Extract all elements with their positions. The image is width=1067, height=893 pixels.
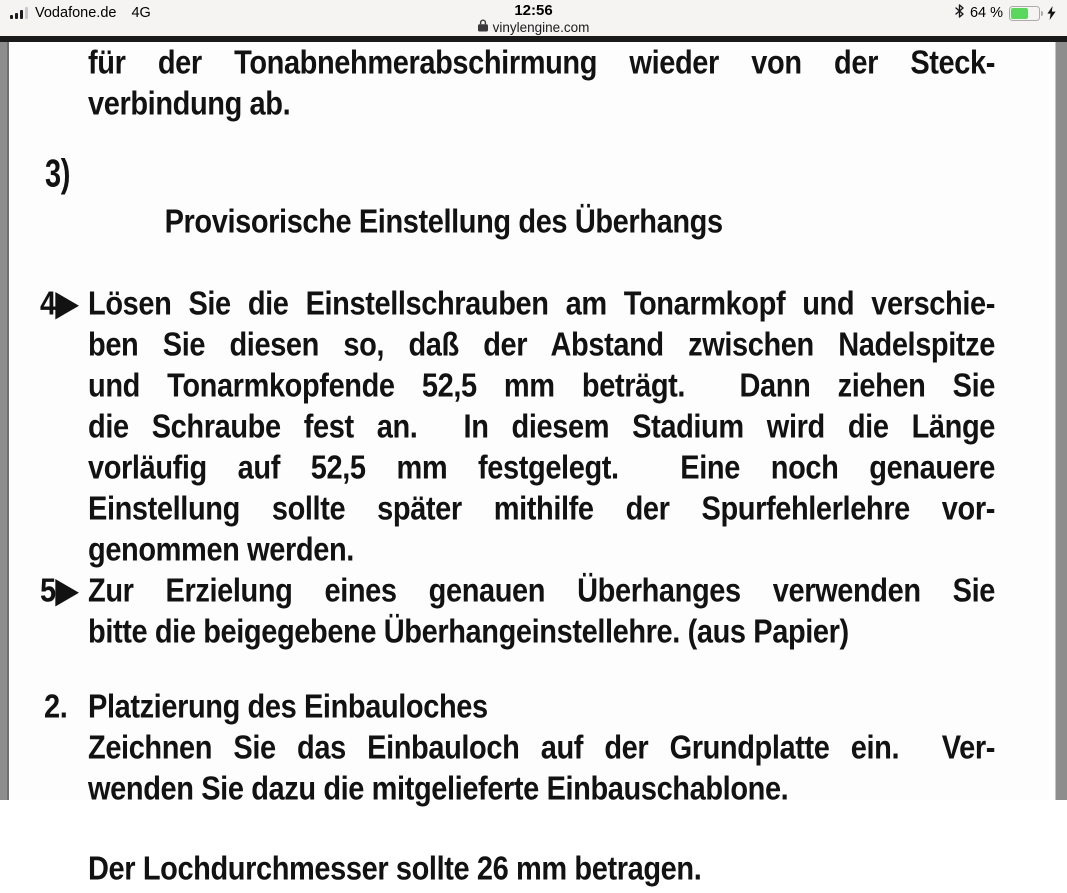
step-4-marker: 4▶ (40, 285, 78, 323)
doc-line: Einstellung sollte später mithilfe der Spurfehlerlehre vor- (88, 490, 995, 528)
section-3-number: 3) (45, 152, 70, 196)
section-3-heading (45, 152, 995, 284)
lock-icon (478, 19, 488, 35)
section-2-title: Platzierung des Einbauloches (88, 688, 488, 726)
heading-line (45, 151, 995, 294)
url-label: vinylengine.com (492, 19, 590, 35)
clock-label: 12:56 (514, 2, 553, 19)
doc-line: genommen werden. (88, 531, 354, 569)
doc-line: Der Lochdurchmesser sollte 26 mm betragen. (88, 850, 702, 888)
step-5-item (40, 571, 995, 653)
carrier-label: Vodafone.de (35, 5, 117, 21)
closing-paragraph (88, 849, 995, 890)
address-bar-collapsed[interactable] (0, 19, 1067, 35)
doc-line: wenden Sie dazu die mitgelieferte Einbauschablone. (88, 770, 789, 808)
doc-line: für der Tonabnehmerabschirmung wieder von der Steck- (88, 44, 995, 82)
status-bar (0, 0, 1067, 36)
doc-line: bitte die beigegebene Überhangeinstellehre. (aus Papier) (88, 613, 849, 651)
paragraph-intro (88, 43, 995, 125)
step-5-marker: 5▶ (40, 572, 78, 610)
status-center-group (0, 2, 1067, 35)
network-type-label: 4G (131, 5, 151, 21)
doc-line: ben Sie diesen so, daß der Abstand zwischen Nadelspitze (88, 326, 995, 364)
battery-percent-label: 64 % (969, 5, 1003, 21)
manual-page (7, 42, 1056, 888)
doc-line: die Schraube fest an. In diesem Stadium wird die Länge (88, 408, 995, 446)
doc-line: Zeichnen Sie das Einbauloch auf der Grundplatte ein. Ver- (88, 729, 995, 767)
bluetooth-icon (954, 4, 965, 23)
step-4-item (40, 284, 995, 571)
section-3-title: Provisorische Einstellung des Überhangs (164, 203, 723, 241)
charging-bolt-icon (1047, 6, 1056, 20)
doc-line: vorläufig auf 52,5 mm festgelegt. Eine noch genauere (88, 449, 995, 487)
battery-cap (1041, 11, 1043, 16)
doc-line: und Tonarmkopfende 52,5 mm beträgt. Dann ziehen Sie (88, 367, 995, 405)
doc-line: Lösen Sie die Einstellschrauben am Tonarmkopf und verschie- (88, 285, 995, 323)
document-scan-viewport[interactable] (0, 36, 1067, 888)
section-2-number: 2. (44, 688, 68, 726)
doc-line: verbindung ab. (88, 85, 291, 123)
battery-fill (1011, 8, 1028, 19)
status-right-group (954, 5, 1056, 21)
doc-line: Zur Erzielung eines genauen Überhanges verwenden Sie (88, 572, 995, 610)
battery-icon (1009, 6, 1040, 21)
section-2-block (44, 687, 995, 810)
